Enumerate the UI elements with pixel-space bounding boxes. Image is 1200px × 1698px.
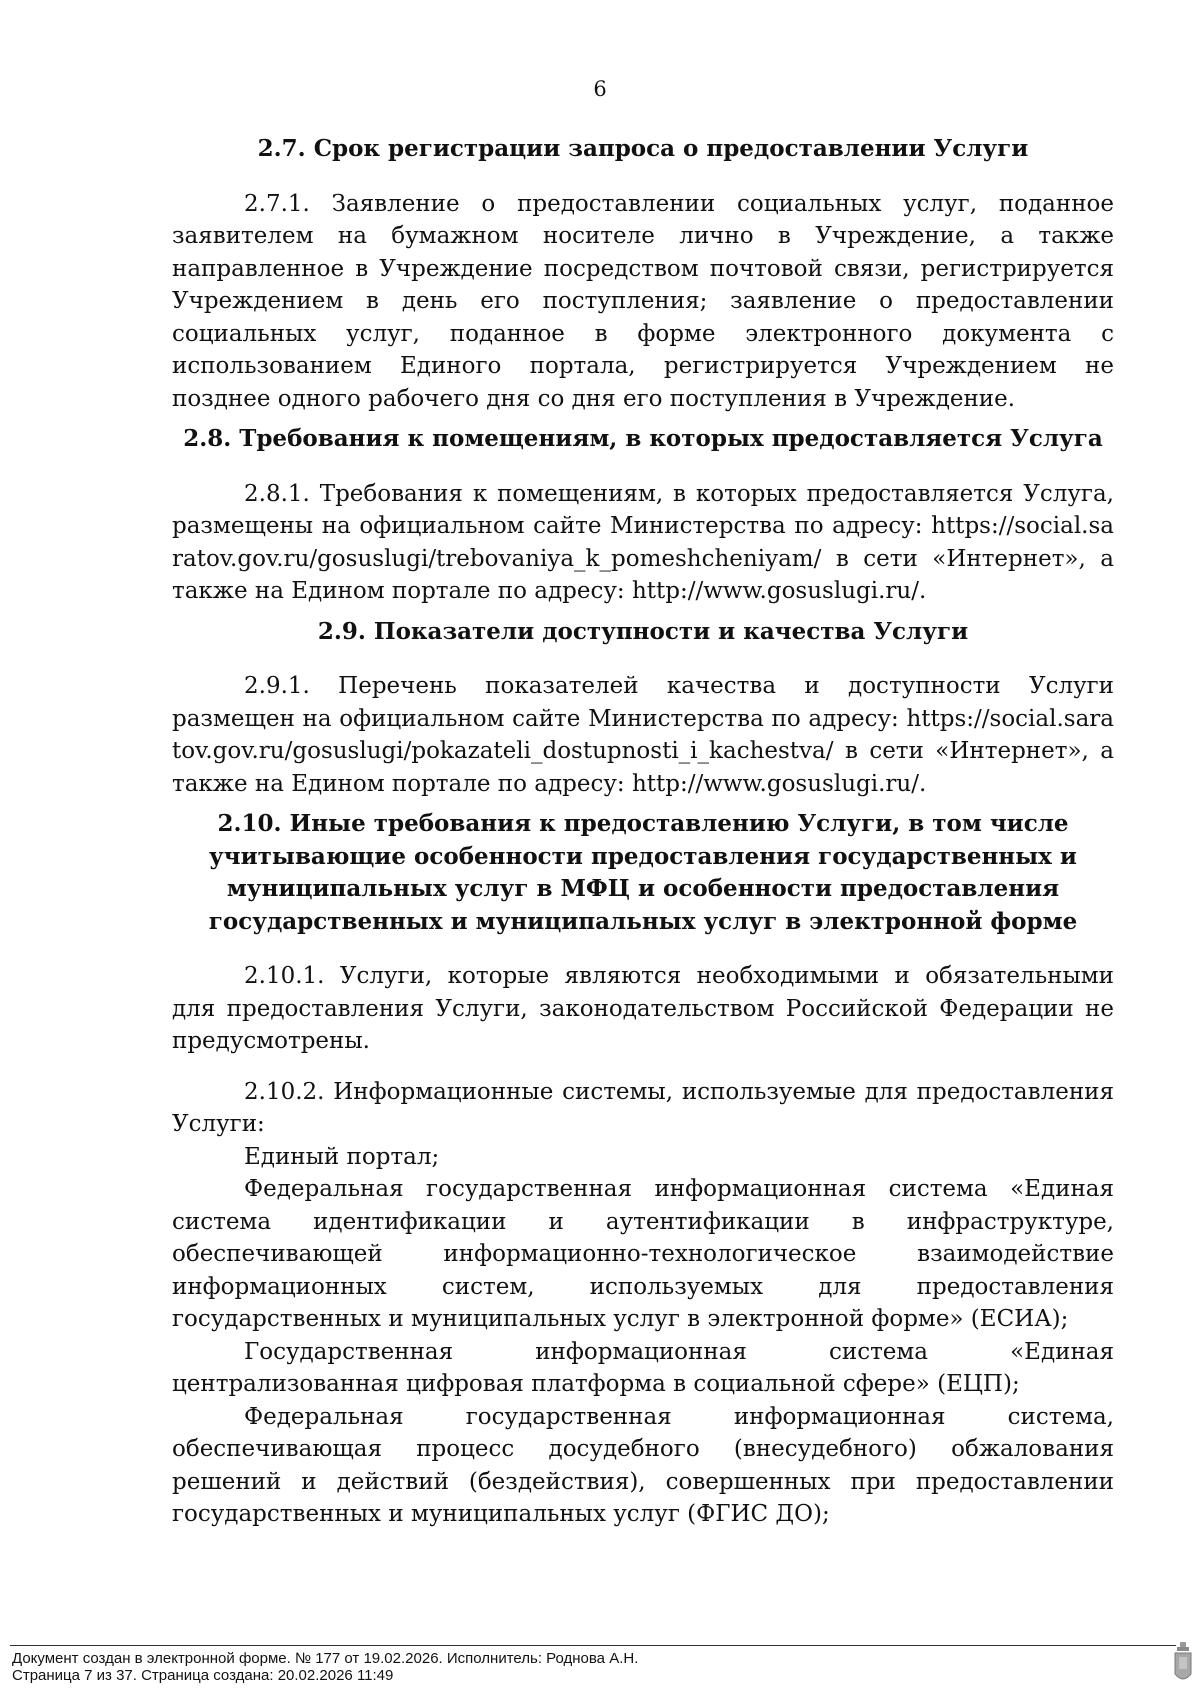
footer — [12, 1650, 638, 1684]
section-2-9-heading: 2.9. Показатели доступности и качества Услуги — [317, 617, 969, 645]
list-item: Единый портал; — [244, 1143, 440, 1170]
list-item: Государственная информационная система «Единая централизованная цифровая платформа в социальной сфере» (ЕЦП); — [172, 1338, 1114, 1397]
footer-divider — [10, 1645, 1176, 1646]
coat-of-arms-icon — [1172, 1640, 1194, 1686]
paragraph-2-9-1-start: 2.9.1. Перечень показателей качества и доступности Услуги размещен на официальном сайте Министерства по адресу: — [172, 673, 1114, 732]
section-2-7-heading: 2.7. Срок регистрации запроса о предоставлении Услуги — [257, 135, 1029, 162]
paragraph-2-8-1-end: в сети «Интернет», а также на Едином портале по адресу: http://www.gosuslugi.ru/. — [172, 545, 1114, 604]
section-2-8-heading: 2.8. Требования к помещениям, в которых предоставляется Услуга — [183, 425, 1103, 452]
section-2-10-heading-line: государственных и муниципальных услуг в электронной форме — [208, 907, 1078, 935]
paragraph-2-9-1-end: в сети «Интернет», а также на Едином портале по адресу: http://www.gosuslugi.ru/. — [172, 738, 1114, 797]
section-2-10-heading-line: учитывающие особенности предоставления государственных и — [209, 842, 1077, 870]
section-2-10-heading-line: муниципальных услуг в МФЦ и особенности предоставления — [226, 875, 1060, 902]
section-2-10-heading — [172, 808, 1114, 938]
paragraph-2-8-1-start: 2.8.1. Требования к помещениям, в которых предоставляется Услуга, размещены на официальном сайте Министерства по адресу: — [172, 480, 1114, 539]
paragraph-2-10-2: 2.10.2. Информационные системы, используемые для предоставления Услуги: — [172, 1078, 1114, 1137]
indicators-url-link[interactable]: https://social.saratov.gov.ru/gosuslugi/pokazateli_dostupnosti_i_kachestva/ — [172, 705, 1115, 764]
paragraph-2-8-1 — [172, 478, 1114, 608]
list-item: Федеральная государственная информационная система «Единая система идентификации и аутентификации в инфраструктуре, обеспечивающей информационно-технологическое взаимодействие информационных систем, используемых для предоставления государственных и муниципальных услуг в электронной форме» (ЕСИА); — [172, 1176, 1114, 1332]
paragraph-2-7-1: 2.7.1. Заявление о предоставлении социальных услуг, поданное заявителем на бумажном носителе лично в Учреждение, а также направленное в Учреждение посредством почтовой связи, регистрируется Учреждением в день его поступления; заявление о предоставлении социальных услуг, поданное в форме электронного документа с использованием Единого портала, регистрируется Учреждением не позднее одного рабочего дня со дня его поступления в Учреждение. — [172, 190, 1114, 412]
section-2-10-heading-line: 2.10. Иные требования к предоставлению Услуги, в том числе — [217, 810, 1069, 837]
paragraph-2-10-1: 2.10.1. Услуги, которые являются необходимыми и обязательными для предоставления Услуги, законодательством Российской Федерации не предусмотрены. — [172, 963, 1114, 1054]
requirements-url-link[interactable]: https://social.saratov.gov.ru/gosuslugi/trebovaniya_k_pomeshcheniyam/ — [172, 513, 1114, 572]
footer-page-info: Страница 7 из 37. Страница создана: 20.02.2026 11:49 — [12, 1667, 394, 1684]
list-item: Федеральная государственная информационная система, обеспечивающая процесс досудебного (внесудебного) обжалования решений и действий (бездействия), совершенных при предоставлении государственных и муниципальных услуг (ФГИС ДО); — [172, 1403, 1114, 1527]
document-body — [172, 133, 1114, 1531]
paragraph-2-9-1 — [172, 670, 1114, 800]
footer-document-info: Документ создан в электронной форме. № 177 от 19.02.2026. Исполнитель: Роднова А.Н. — [12, 1650, 639, 1667]
page-number: 6 — [593, 77, 607, 101]
